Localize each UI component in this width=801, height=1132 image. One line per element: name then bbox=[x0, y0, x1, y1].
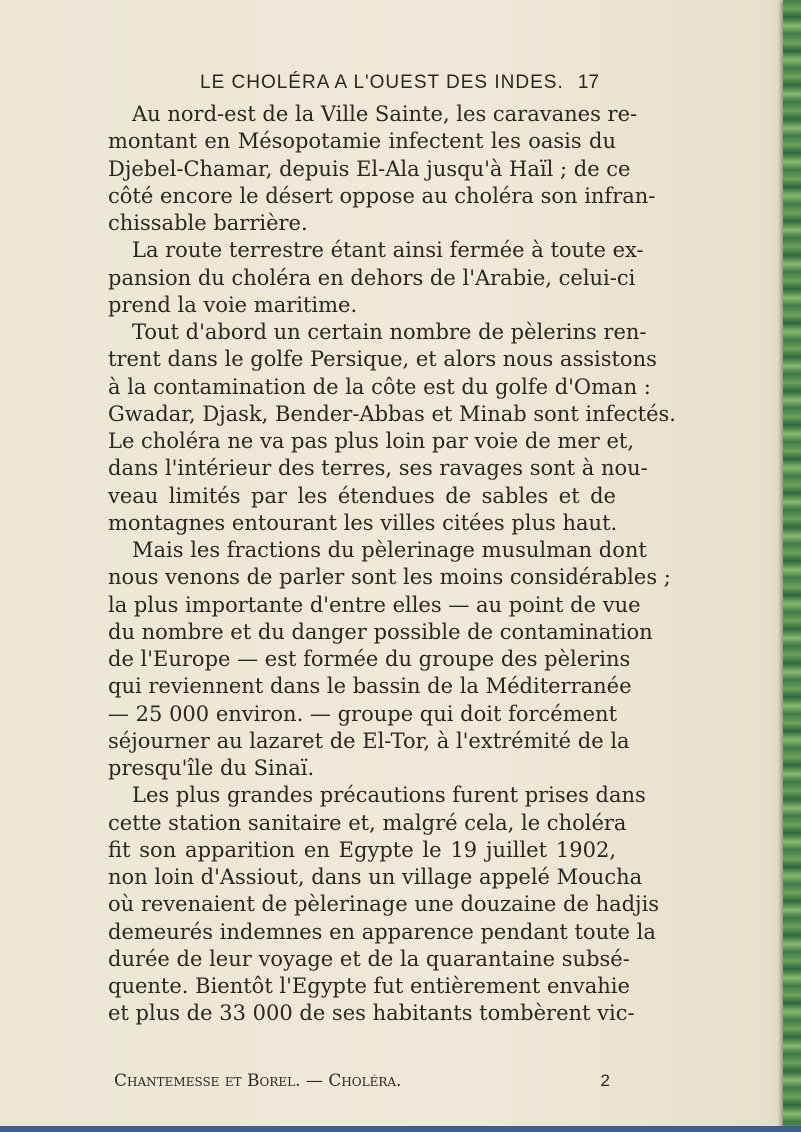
text-line: trent dans le golfe Persique, et alors nous assistons bbox=[108, 347, 657, 372]
text-line: La route terrestre étant ainsi fermée à toute ex- bbox=[132, 238, 644, 263]
text-line: à la contamination de la côte est du golfe d'Oman : bbox=[108, 374, 651, 399]
page-footer bbox=[114, 1071, 610, 1095]
text-line: — 25 000 environ. — groupe qui doit forcément bbox=[108, 701, 618, 726]
text-line: Gwadar, Djask, Bender-Abbas et Minab sont infectés. bbox=[108, 401, 676, 426]
text-line: montagnes entourant les villes citées plus haut. bbox=[108, 510, 618, 535]
text-line: nous venons de parler sont les moins considérables ; bbox=[108, 565, 671, 590]
text-line: non loin d'Assiout, dans un village appelé Moucha bbox=[108, 865, 643, 889]
text-line: veau limités par les étendues de sables et de bbox=[108, 483, 616, 508]
body-text bbox=[108, 101, 676, 1028]
book-binding-edge bbox=[783, 0, 801, 1132]
text-line: et plus de 33 000 de ses habitants tombèrent vic- bbox=[108, 1001, 635, 1026]
text-line: qui reviennent dans le bassin de la Méditerranée bbox=[108, 674, 632, 699]
text-line: où revenaient de pèlerinage une douzaine de hadjis bbox=[108, 892, 660, 917]
text-line: dans l'intérieur des terres, ses ravages sont à nou- bbox=[108, 456, 648, 481]
text-line: Tout d'abord un certain nombre de pèlerins ren- bbox=[132, 320, 647, 344]
text-line: presqu'île du Sinaï. bbox=[108, 756, 315, 780]
text-line: du nombre et du danger possible de contamination bbox=[108, 619, 653, 644]
running-head bbox=[178, 72, 599, 96]
running-title: LE CHOLÉRA A L'OUEST DES INDES. bbox=[200, 72, 564, 93]
text-line: côté encore le désert oppose au choléra son infran- bbox=[108, 183, 656, 208]
text-line: séjourner au lazaret de El-Tor, à l'extrémité de la bbox=[108, 728, 630, 753]
text-line: Au nord-est de la Ville Sainte, les caravanes re- bbox=[132, 102, 638, 126]
text-line: Le choléra ne va pas plus loin par voie de mer et, bbox=[108, 429, 635, 453]
text-line: Les plus grandes précautions furent prises dans bbox=[132, 783, 646, 808]
text-line: durée de leur voyage et de la quarantaine subsé- bbox=[108, 946, 630, 971]
sheet-number: 2 bbox=[600, 1071, 610, 1090]
text-line: Mais les fractions du pèlerinage musulman dont bbox=[132, 538, 647, 562]
text-line: Djebel-Chamar, depuis El-Ala jusqu'à Haïl ; de ce bbox=[108, 156, 631, 181]
text-line: cette station sanitaire et, malgré cela, le choléra bbox=[108, 810, 627, 835]
text-line: quente. Bientôt l'Egypte fut entièrement envahie bbox=[108, 974, 630, 998]
bottom-edge-rule bbox=[0, 1126, 801, 1132]
text-line: montant en Mésopotamie infectent les oasis du bbox=[108, 129, 616, 154]
text-line: demeurés indemnes en apparence pendant toute la bbox=[108, 919, 656, 944]
text-line: pansion du choléra en dehors de l'Arabie, celui-ci bbox=[108, 265, 636, 290]
footer-signature: Chantemesse et Borel. — Choléra. bbox=[114, 1071, 402, 1091]
text-line: chissable barrière. bbox=[108, 211, 308, 235]
text-line: de l'Europe — est formée du groupe des pèlerins bbox=[108, 647, 631, 671]
text-line: prend la voie maritime. bbox=[108, 292, 358, 317]
text-line: fit son apparition en Egypte le 19 juillet 1902, bbox=[108, 837, 616, 862]
text-line: la plus importante d'entre elles — au point de vue bbox=[108, 592, 641, 617]
page-number: 17 bbox=[577, 72, 599, 93]
